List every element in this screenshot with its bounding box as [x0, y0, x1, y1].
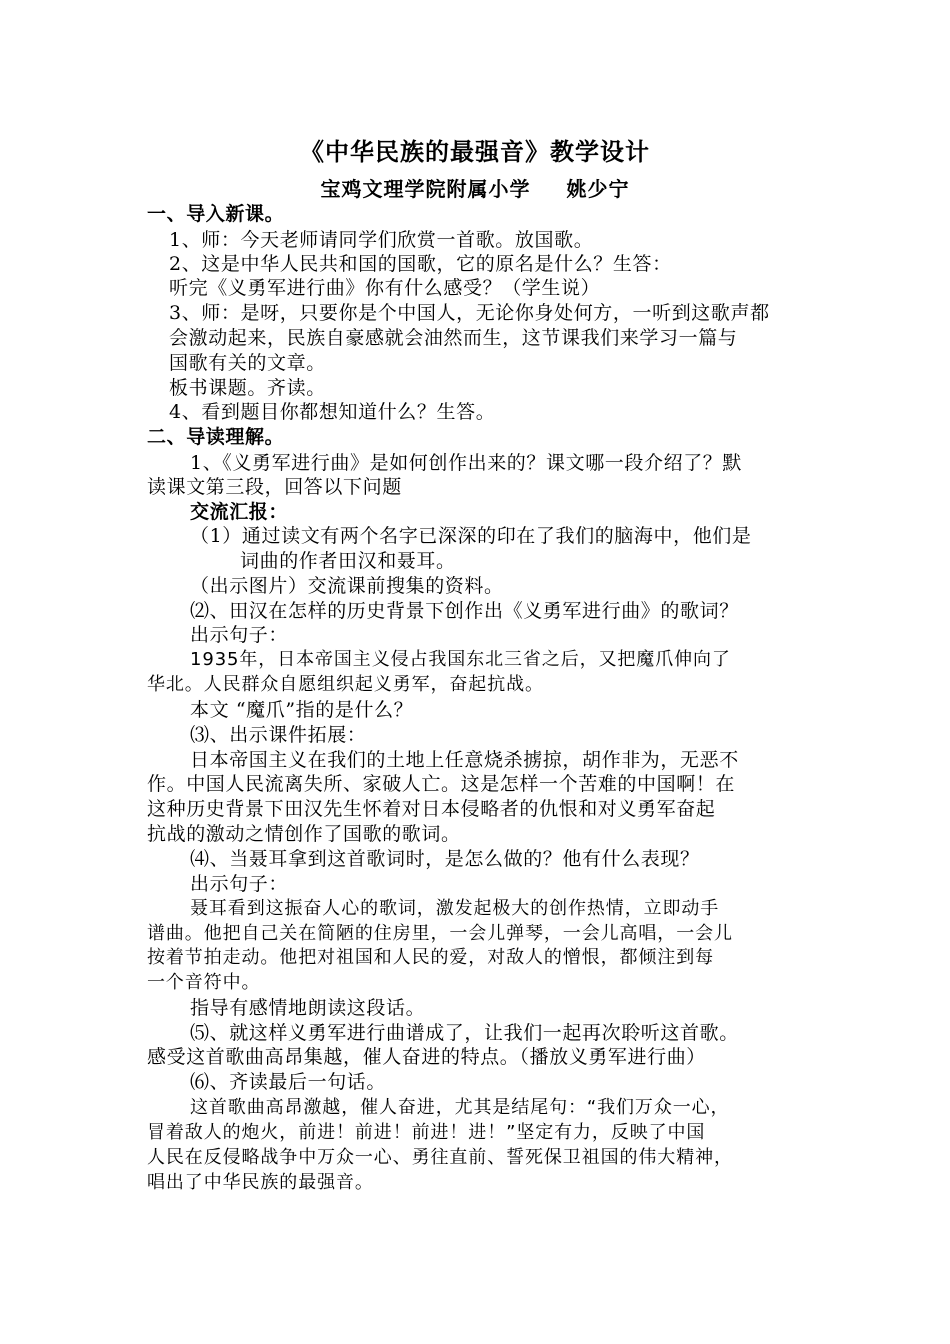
quoted-sentence-line: 华北。人民群众自愿组织起义勇军，奋起抗战。 — [147, 674, 544, 695]
quoted-sentence-line: 谱曲。他把自己关在简陋的住房里，一会儿弹琴，一会儿高唱，一会儿 — [147, 923, 733, 944]
subheading-report: 交流汇报： — [190, 501, 289, 523]
quoted-sentence-line: 这首歌曲高昂激越，催人奋进，尤其是结尾句：“我们万众一心， — [190, 1097, 730, 1118]
paragraph-line: ⑸、就这样义勇军进行曲谱成了，让我们一起再次聆听这首歌。 — [190, 1022, 739, 1044]
paragraph-line: 出示句子： — [190, 873, 289, 895]
section-heading-intro: 一、导入新课。 — [147, 203, 285, 225]
paragraph-line: 这种历史背景下田汉先生怀着对日本侵略者的仇恨和对义勇军奋起 — [147, 798, 716, 820]
paragraph-line: 出示句子： — [190, 624, 289, 646]
quoted-sentence-line: 1935年，日本帝国主义侵占我国东北三省之后，又把魔爪伸向了 — [190, 649, 731, 670]
paragraph-line: 感受这首歌曲高昂集越，催人奋进的特点。（播放义勇军进行曲） — [147, 1046, 706, 1068]
paragraph-line: 1、师：今天老师请同学们欣赏一首歌。放国歌。 — [169, 229, 594, 251]
quoted-sentence-line: 按着节拍走动。他把对祖国和人民的爱，对敌人的憎恨，都倾注到每 — [147, 947, 714, 968]
paragraph-line: （出示图片）交流课前搜集的资料。 — [190, 575, 504, 597]
author-name: 姚少宁 — [566, 177, 630, 201]
paragraph-line: 日本帝国主义在我们的土地上任意烧杀掳掠，胡作非为，无恶不 — [190, 749, 739, 771]
quoted-sentence-line: 唱出了中华民族的最强音。 — [147, 1172, 374, 1193]
paragraph-line: 会激动起来，民族自豪感就会油然而生，这节课我们来学习一篇与 — [169, 327, 738, 349]
paragraph-line: 听完《义勇军进行曲》你有什么感受？（学生说） — [169, 277, 601, 299]
paragraph-line: 作。中国人民流离失所、家破人亡。这是怎样一个苦难的中国啊！在 — [147, 773, 736, 795]
document-byline — [0, 176, 950, 202]
paragraph-line: ⑵、田汉在怎样的历史背景下创作出《义勇军进行曲》的歌词？ — [190, 600, 739, 622]
paragraph-line: 板书课题。齐读。 — [169, 377, 326, 399]
quoted-sentence-line: 冒着敌人的炮火，前进！前进！前进！进！”坚定有力，反映了中国 — [147, 1122, 706, 1143]
document-title: 《中华民族的最强音》教学设计 — [300, 137, 650, 166]
paragraph-line: 1、《义勇军进行曲》是如何创作出来的？课文哪一段介绍了？默 — [190, 452, 742, 474]
paragraph-line: 抗战的激动之情创作了国歌的歌词。 — [147, 823, 461, 845]
paragraph-line: 指导有感情地朗读这段话。 — [190, 997, 426, 1019]
paragraph-line: 读课文第三段，回答以下问题 — [147, 476, 402, 498]
paragraph-line: 3、师：是呀，只要你是个中国人，无论你身处何方，一听到这歌声都 — [169, 302, 770, 324]
paragraph-line: ⑶、出示课件拓展： — [190, 724, 367, 746]
paragraph-line: 4、看到题目你都想知道什么？生答。 — [169, 401, 496, 423]
paragraph-line: （1）通过读文有两个名字已深深的印在了我们的脑海中，他们是 — [190, 525, 752, 547]
paragraph-line: ⑹、齐读最后一句话。 — [190, 1071, 387, 1093]
quoted-sentence-line: 聂耳看到这振奋人心的歌词，激发起极大的创作热情，立即动手 — [190, 898, 720, 919]
paragraph-line: 2、这是中华人民共和国的国歌，它的原名是什么？生答： — [169, 253, 672, 275]
paragraph-line: ⑷、当聂耳拿到这首歌词时，是怎么做的？他有什么表现？ — [190, 848, 700, 870]
section-heading-reading: 二、导读理解。 — [147, 426, 285, 448]
quoted-sentence-line: 一个音符中。 — [147, 972, 261, 993]
paragraph-line: 国歌有关的文章。 — [169, 352, 326, 374]
paragraph-line: 本文 “魔爪”指的是什么？ — [190, 699, 414, 721]
school-name: 宝鸡文理学院附属小学 — [320, 177, 531, 201]
paragraph-line: 词曲的作者田汉和聂耳。 — [240, 550, 456, 572]
quoted-sentence-line: 人民在反侵略战争中万众一心、勇往直前、誓死保卫祖国的伟大精神， — [147, 1147, 733, 1168]
